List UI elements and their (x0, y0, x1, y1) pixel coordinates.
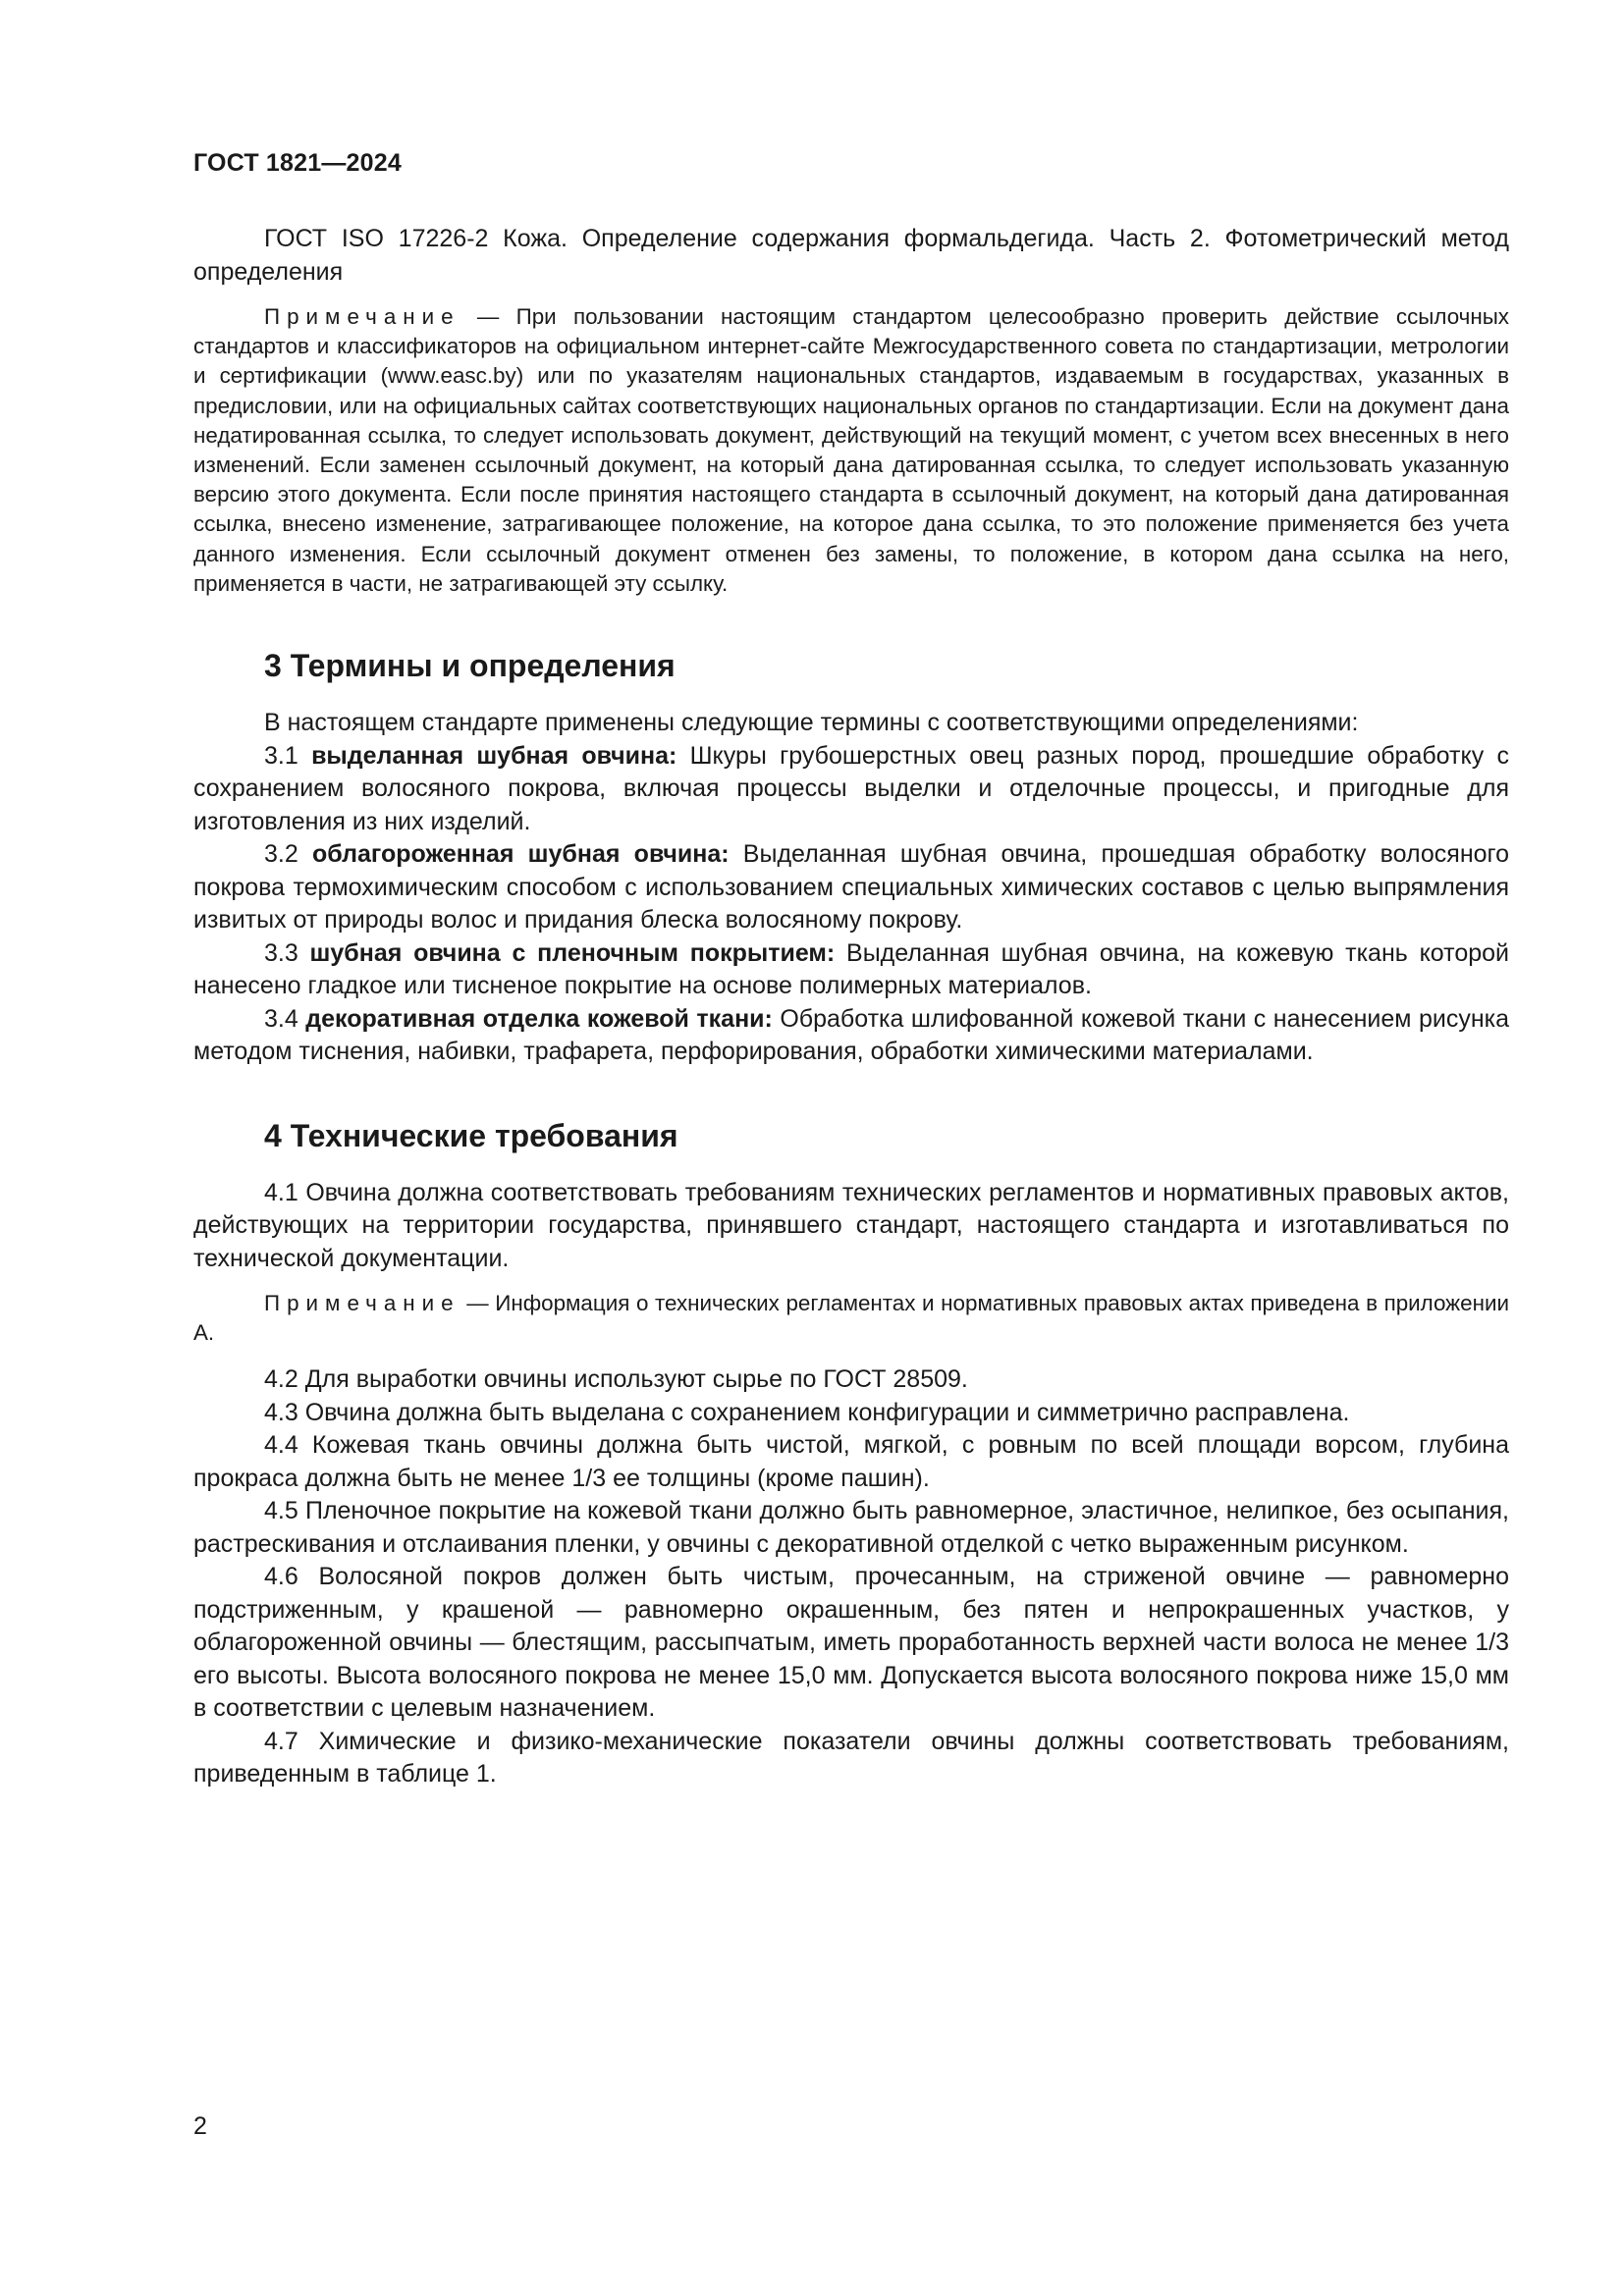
clause-4-3: 4.3 Овчина должна быть выделана с сохранением конфигурации и симметрично расправлена. (264, 1398, 1350, 1426)
clause-4-5: 4.5 Пленочное покрытие на кожевой ткани должно быть равномерное, эластичное, нелипкое, без осыпания, растрескивания и отслаивания пленки, у овчины с декоративной отделкой с четко выраженным рисунком. (193, 1497, 1509, 1558)
note-normative-references (193, 302, 1509, 599)
normative-reference: ГОСТ ISO 17226-2 Кожа. Определение содержания формальдегида. Часть 2. Фотометрический метод определения (193, 225, 1509, 286)
term-3-1 (193, 740, 1509, 839)
term-3-4 (193, 1003, 1509, 1069)
term-definition: Шкуры грубошерстных овец разных пород, прошедшие обработку с сохранением волосяного покрова, включая процессы выделки и отделочные процессы, и пригодные для изготовления из них изделий. (193, 741, 1510, 835)
term-name: облагороженная шубная овчина: (312, 840, 730, 869)
page-content (193, 223, 1509, 1791)
term-definition: Обработка шлифованной кожевой ткани с нанесением рисунка методом тиснения, набивки, трафарета, перфорирования, обработки химическими материалами. (193, 1004, 1510, 1066)
term-definition: Выделанная шубная овчина, прошедшая обработку волосяного покрова термохимическим способом с использованием специальных химических составов с целью выпрямления извитых от природы волос и придания блеска волосяному покрову. (193, 840, 1510, 934)
term-name: шубная овчина с пленочным покрытием: (309, 938, 836, 967)
section3-intro: В настоящем стандарте применены следующие термины с соответствующими определениями: (264, 709, 1359, 737)
note-label: Примечание (264, 304, 460, 329)
clause-4-4: 4.4 Кожевая ткань овчины должна быть чистой, мягкой, с ровным по всей площади ворсом, глубина прокраса должна быть не менее 1/3 ее толщины (кроме пашин). (193, 1431, 1509, 1492)
clause-4-6: 4.6 Волосяной покров должен быть чистым, прочесанным, на стриженой овчине — равномерно подстриженным, у крашеной — равномерно окрашенным, без пятен и непрокрашенных участков, у облагороженной овчины — блестящим, рассыпчатым, иметь проработанность верхней части волоса не менее 1/3 его высоты. Высота волосяного покрова не менее 15,0 мм. Допускается высота волосяного покрова ниже 15,0 мм в соответствии с целевым назначением. (193, 1563, 1509, 1723)
term-3-2 (193, 838, 1509, 937)
section-heading-3: 3 Термины и определения (264, 648, 676, 684)
note-technical-regulations (193, 1289, 1509, 1348)
term-definition: Выделанная шубная овчина, на кожевую ткань которой нанесено гладкое или тисненое покрытие на основе полимерных материалов. (193, 938, 1509, 1000)
term-number: 3.3 (264, 938, 310, 967)
note-text: — При пользовании настоящим стандартом целесообразно проверить действие ссылочных стандартов и классификаторов на официальном интернет-сайте Межгосударственного совета по стандартизации, метрологии и сертификации (www.easc.by) или по указателям национальных стандартов, издаваемым в государствах, указанных в предисловии, или на официальных сайтах соответствующих национальных органов по стандартизации. Если на документ дана недатированная ссылка, то следует использовать документ, действующий на текущий момент, с учетом всех внесенных в него изменений. Если заменен ссылочный документ, на который дана датированная ссылка, то следует использовать указанную версию этого документа. Если после принятия настоящего стандарта в ссылочный документ, на который дана датированная ссылка, внесено изменение, затрагивающее положение, на которое дана ссылка, то это положение применяется без учета данного изменения. Если ссылочный документ отменен без замены, то положение, в котором дана ссылка на него, применяется в части, не затрагивающей эту ссылку. (193, 304, 1509, 596)
term-name: выделанная шубная овчина: (311, 741, 677, 770)
term-number: 3.1 (264, 741, 312, 770)
term-number: 3.2 (264, 840, 312, 869)
section-heading-4: 4 Технические требования (264, 1117, 678, 1153)
document-header: ГОСТ 1821—2024 (193, 149, 402, 177)
page-number: 2 (193, 2112, 207, 2140)
term-name: декоративная отделка кожевой ткани: (305, 1004, 773, 1033)
clause-4-7: 4.7 Химические и физико-механические показатели овчины должны соответствовать требованиям, приведенным в таблице 1. (193, 1727, 1509, 1789)
clause-4-1: 4.1 Овчина должна соответствовать требованиям технических регламентов и нормативных правовых актов, действующих на территории государства, принявшего стандарт, настоящего стандарта и изготавливаться по технической документации. (193, 1178, 1509, 1272)
note-label: Примечание (264, 1291, 460, 1316)
note-text: — Информация о технических регламентах и нормативных правовых актах приведена в приложении А. (193, 1291, 1509, 1346)
clause-4-2: 4.2 Для выработки овчины используют сырье по ГОСТ 28509. (264, 1365, 968, 1394)
term-3-3 (193, 937, 1509, 1003)
term-number: 3.4 (264, 1004, 306, 1033)
